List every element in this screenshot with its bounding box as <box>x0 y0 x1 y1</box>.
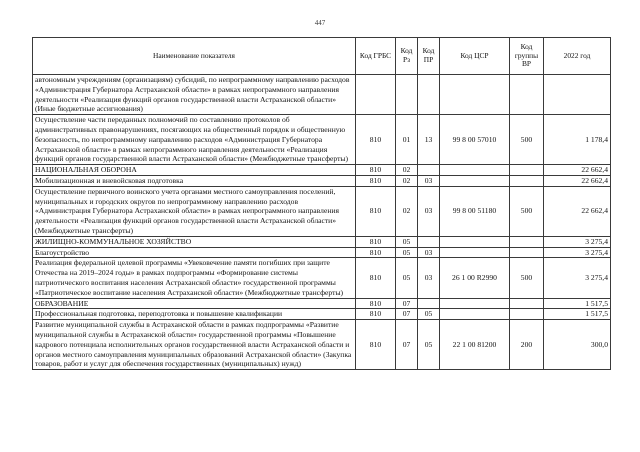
row-pr <box>418 236 440 247</box>
row-rz: 07 <box>396 309 418 320</box>
row-pr <box>418 75 440 115</box>
row-csr: 99 8 00 51180 <box>440 186 510 236</box>
row-pr: 03 <box>418 186 440 236</box>
table-row <box>33 165 611 176</box>
row-pr: 03 <box>418 258 440 298</box>
table-row <box>33 320 611 370</box>
row-name: Профессиональная подготовка, переподготовка и повышение квалификации <box>33 309 356 320</box>
row-vr <box>510 236 544 247</box>
row-name: ЖИЛИЩНО-КОММУНАЛЬНОЕ ХОЗЯЙСТВО <box>33 236 356 247</box>
row-vr <box>510 75 544 115</box>
table-row <box>33 298 611 309</box>
row-grbs: 810 <box>356 258 396 298</box>
row-rz: 05 <box>396 247 418 258</box>
header-csr: Код ЦСР <box>440 38 510 75</box>
row-grbs: 810 <box>356 175 396 186</box>
row-rz: 02 <box>396 186 418 236</box>
row-grbs: 810 <box>356 247 396 258</box>
table-row <box>33 236 611 247</box>
row-amount: 22 662,4 <box>544 175 611 186</box>
row-name: Реализация федеральной целевой программы «Увековечение памяти погибших при защите Отечества на 2019–2024 годы» в рамках подпрограммы «Формирование системы патриотического воспитания населения Астраханской области» государственной программы «Патриотическое воспитание населения Астраханской области» (Межбюджетные трансферты) <box>33 258 356 298</box>
row-csr: 22 1 00 81200 <box>440 320 510 370</box>
row-amount: 3 275,4 <box>544 236 611 247</box>
row-name: автономным учреждениям (организациям) субсидий, по непрограммному направлению расходов «Администрация Губернатора Астраханской области» в рамках непрограммного направления деятельности «Реализация функций органов государственной власти Астраханской области» (Иные бюджетные ассигнования) <box>33 75 356 115</box>
row-name: Осуществление части переданных полномочий по составлению протоколов об административных правонарушениях, посягающих на общественный порядок и общественную безопасность, по непрограммному направлению расходов «Администрация Губернатора Астраханской области» в рамках непрограммного направления деятельности «Реализация функций органов государственной власти Астраханской области» (Межбюджетные трансферты) <box>33 115 356 165</box>
row-grbs: 810 <box>356 186 396 236</box>
row-csr <box>440 165 510 176</box>
row-vr <box>510 247 544 258</box>
row-rz: 07 <box>396 320 418 370</box>
row-grbs: 810 <box>356 236 396 247</box>
row-amount: 3 275,4 <box>544 258 611 298</box>
row-vr: 500 <box>510 186 544 236</box>
row-csr <box>440 309 510 320</box>
row-grbs: 810 <box>356 320 396 370</box>
row-rz: 02 <box>396 175 418 186</box>
table-row <box>33 175 611 186</box>
row-csr <box>440 236 510 247</box>
header-vr: Код группы ВР <box>510 38 544 75</box>
header-rz: Код Рз <box>396 38 418 75</box>
row-amount: 1 517,5 <box>544 298 611 309</box>
row-pr: 05 <box>418 309 440 320</box>
table-row <box>33 186 611 236</box>
header-name: Наименование показателя <box>33 38 356 75</box>
row-name: ОБРАЗОВАНИЕ <box>33 298 356 309</box>
table-row <box>33 247 611 258</box>
row-grbs: 810 <box>356 309 396 320</box>
row-pr <box>418 298 440 309</box>
table-row <box>33 115 611 165</box>
row-vr: 500 <box>510 115 544 165</box>
table-row <box>33 258 611 298</box>
row-amount: 22 662,4 <box>544 186 611 236</box>
page-number: 447 <box>314 19 326 27</box>
row-rz: 05 <box>396 258 418 298</box>
row-pr <box>418 165 440 176</box>
row-amount: 1 178,4 <box>544 115 611 165</box>
row-grbs: 810 <box>356 165 396 176</box>
row-vr: 200 <box>510 320 544 370</box>
row-grbs: 810 <box>356 115 396 165</box>
row-pr: 03 <box>418 247 440 258</box>
row-amount: 3 275,4 <box>544 247 611 258</box>
row-grbs <box>356 75 396 115</box>
row-vr <box>510 309 544 320</box>
row-vr <box>510 298 544 309</box>
row-grbs: 810 <box>356 298 396 309</box>
row-vr <box>510 175 544 186</box>
header-grbs: Код ГРБС <box>356 38 396 75</box>
row-name: Развитие муниципальной службы в Астраханской области в рамках подпрограммы «Развитие муниципальной службы в Астраханской области» государственной программы «Повышение кадрового потенциала исполнительных органов государственной власти Астраханской области и органов местного самоуправления муниципальных образований Астраханской области» (Закупка товаров, работ и услуг для обеспечения государственных (муниципальных) нужд) <box>33 320 356 370</box>
row-amount: 22 662,4 <box>544 165 611 176</box>
table-row <box>33 309 611 320</box>
row-vr <box>510 165 544 176</box>
row-amount: 300,0 <box>544 320 611 370</box>
row-pr: 13 <box>418 115 440 165</box>
budget-table <box>32 37 611 370</box>
table-row <box>33 75 611 115</box>
row-rz <box>396 75 418 115</box>
header-pr: Код ПР <box>418 38 440 75</box>
row-vr: 500 <box>510 258 544 298</box>
table-header-row <box>33 38 611 75</box>
header-year: 2022 год <box>544 38 611 75</box>
row-csr: 26 1 00 R2990 <box>440 258 510 298</box>
row-name: Мобилизационная и вневойсковая подготовка <box>33 175 356 186</box>
row-rz: 02 <box>396 165 418 176</box>
row-amount: 1 517,5 <box>544 309 611 320</box>
row-csr <box>440 75 510 115</box>
row-name: Благоустройство <box>33 247 356 258</box>
row-rz: 01 <box>396 115 418 165</box>
row-csr: 99 8 00 57010 <box>440 115 510 165</box>
row-amount <box>544 75 611 115</box>
row-rz: 05 <box>396 236 418 247</box>
row-rz: 07 <box>396 298 418 309</box>
row-csr <box>440 175 510 186</box>
row-pr: 03 <box>418 175 440 186</box>
row-pr: 05 <box>418 320 440 370</box>
row-name: Осуществление первичного воинского учета органами местного самоуправления поселений, муниципальных и городских округов по непрограммному направлению расходов «Администрация Губернатора Астраханской области» в рамках непрограммного направления деятельности «Реализация функций органов государственной власти Астраханской области» (Межбюджетные трансферты) <box>33 186 356 236</box>
row-csr <box>440 247 510 258</box>
row-name: НАЦИОНАЛЬНАЯ ОБОРОНА <box>33 165 356 176</box>
row-csr <box>440 298 510 309</box>
